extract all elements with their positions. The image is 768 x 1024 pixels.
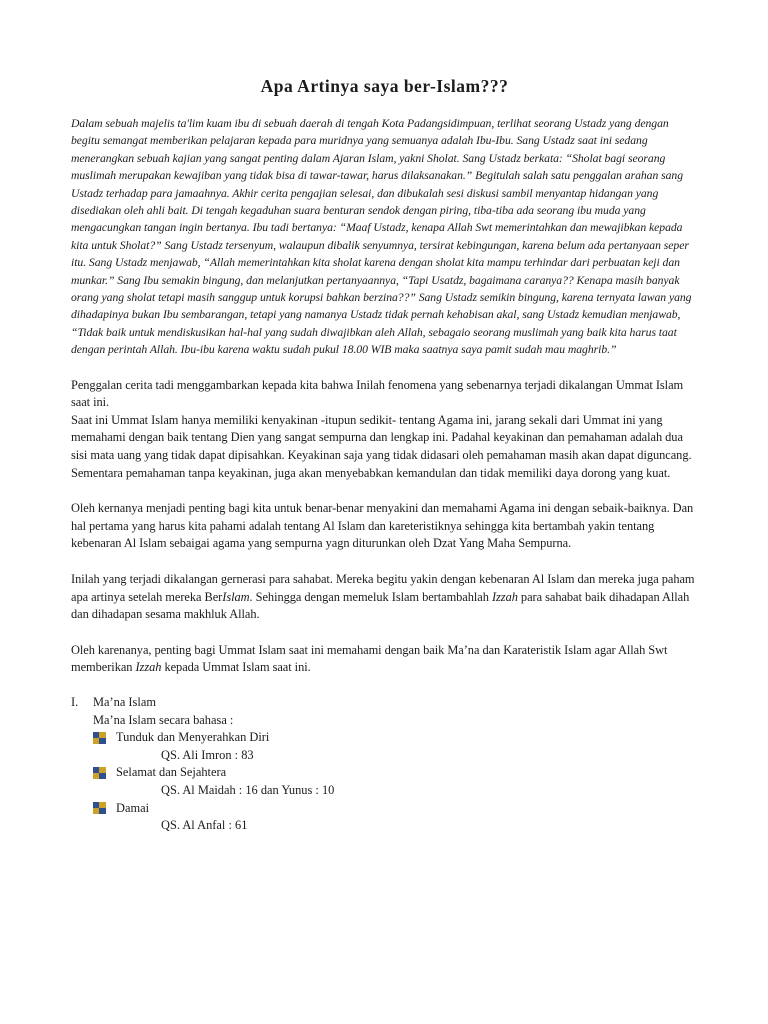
document-title: Apa Artinya saya ber-Islam???: [260, 76, 509, 96]
paragraph-3: Oleh kernanya menjadi penting bagi kita untuk benar-benar menyakini dan memahami Agama ini dengan sebaik-baiknya. Dan hal pertama yang harus kita pahami adalah tentang Al Islam dan kareteristiknya sehingga kita bertambah yakin tentang kebenaran Al Islam sebaigai agama yang sempurna yagn diturunkan oleh Dzat Yang Maha Sempurna.: [71, 501, 694, 551]
section-heading: Ma’na Islam: [93, 695, 156, 709]
list-item: [71, 764, 698, 799]
section-number: I.: [71, 695, 79, 709]
paragraph-4: Inilah yang terjadi dikalangan gernerasi para sahabat. Mereka begitu yakin dengan kebenaran Al Islam dan mereka juga paham apa artinya setelah mereka BerIslam. Sehingga dengan memeluk Islam bertambahlah Izzah para sahabat baik dihadapan Allah dan dihadapan sesama makhluk Allah.: [71, 572, 695, 622]
list-item: [71, 800, 698, 835]
list-item-label: Tunduk dan Menyerahkan Diri: [116, 730, 270, 745]
paragraph-5: Oleh karenanya, penting bagi Ummat Islam saat ini memahami dengan baik Ma’na dan Karateristik Islam agar Allah Swt memberikan Izzah kepada Ummat Islam saat ini.: [71, 642, 668, 675]
list-item-label: Selamat dan Sejahtera: [116, 765, 227, 780]
checkered-square-icon: [93, 767, 106, 779]
list-item-reference: QS. Ali Imron : 83: [161, 747, 254, 762]
section-intro: Ma’na Islam secara bahasa :: [93, 712, 234, 727]
story-paragraph: Dalam sebuah majelis ta'lim kuam ibu di sebuah daerah di tengah Kota Padangsidimpuan, terlihat seorang Ustadz yang dengan begitu semangat memberikan pelajaran kepada para muridnya yang semuanya adalah Ibu-Ibu. Sang Ustadz saat ini sedang menerangkan sebuah kajian yang sangat penting dalam Ajaran Islam, yakni Sholat. Sang Ustadz berkata: “Sholat bagi seorang muslimah merupakan kewajiban yang tidak bisa di tawar-tawar, harus dilaksanakan.” Begitulah salah satu penggalan arahan sang Ustadz terhadap para jamaahnya. Akhir cerita pengajian selesai, dan dibukalah sesi diskusi sambil menyantap hidangan yang disediakan oleh ahli bait. Di tengah kegaduhan suara benturan sendok dengan piring, tiba-tiba ada seorang ibu muda yang mengacungkan tangan ingin bertanya. Ibu tadi bertanya: “Maaf Ustadz, kenapa Allah Swt memerintahkan dan mewajibkan kepada kita untuk Sholat?” Sang Ustadz tersenyum, walaupun dibalik senyumnya, tersirat kebingungan, karena belum ada pertanyaan seper itu. Sang Ustadz menjawab, “Allah memerintahkan kita sholat karena dengan sholat kita mampu terhindar dari perbuatan keji dan munkar.” Sang Ibu semakin bingung, dan melanjutkan pertanyaannya, “Tapi Usatdz, bagaimana caranya?? Kenapa masih banyak orang yang sholat tetapi masih sanggup untuk korupsi bahkan berzina??” Sang Ustadz semikin bingung, karena ternyata lawan yang dihadapinya bukan Ibu sembarangan, tetapi yang namanya Ustadz tidak pernah kehabisan akal, sang Ustadz kemudian menjawab, “Tidak baik untuk mendiskusikan hal-hal yang sudah diwajibkan aleh Allah, sebagaio seorang muslimah yang baik kita harus taat dengan perintah Allah. Ibu-ibu karena waktu sudah pukul 18.00 WIB maka saatnya saya pamit sudah mau maghrib.”: [71, 117, 692, 357]
section-list: [71, 694, 698, 835]
list-item-reference: QS. Al Maidah : 16 dan Yunus : 10: [161, 782, 335, 797]
list-item: [71, 729, 698, 764]
paragraph-2: Saat ini Ummat Islam hanya memiliki kenyakinan -itupun sedikit- tentang Agama ini, jarang sekali dari Ummat ini yang memahami dengan baik tentang Dien yang sangat sempurna dan lengkap ini. Padahal keyakinan dan pemahaman adalah dua sisi mata uang yang tidak dapat dipisahkan. Keyakinan saja yang tidak didasari oleh pemahaman masih akan dapat diguncang. Sementara pemahaman tanpa keyakinan, juga akan menyebabkan kemandulan dan tidak memiliki daya dorong yang kuat.: [71, 412, 692, 480]
checkered-square-icon: [93, 802, 106, 814]
section-heading-row: [71, 694, 698, 712]
checkered-square-icon: [93, 732, 106, 744]
list-item-label: Damai: [116, 800, 150, 815]
list-item-reference: QS. Al Anfal : 61: [161, 818, 248, 833]
paragraph-1: Penggalan cerita tadi menggambarkan kepada kita bahwa Inilah fenomena yang sebenarnya terjadi dikalangan Ummat Islam saat ini.: [71, 377, 684, 410]
